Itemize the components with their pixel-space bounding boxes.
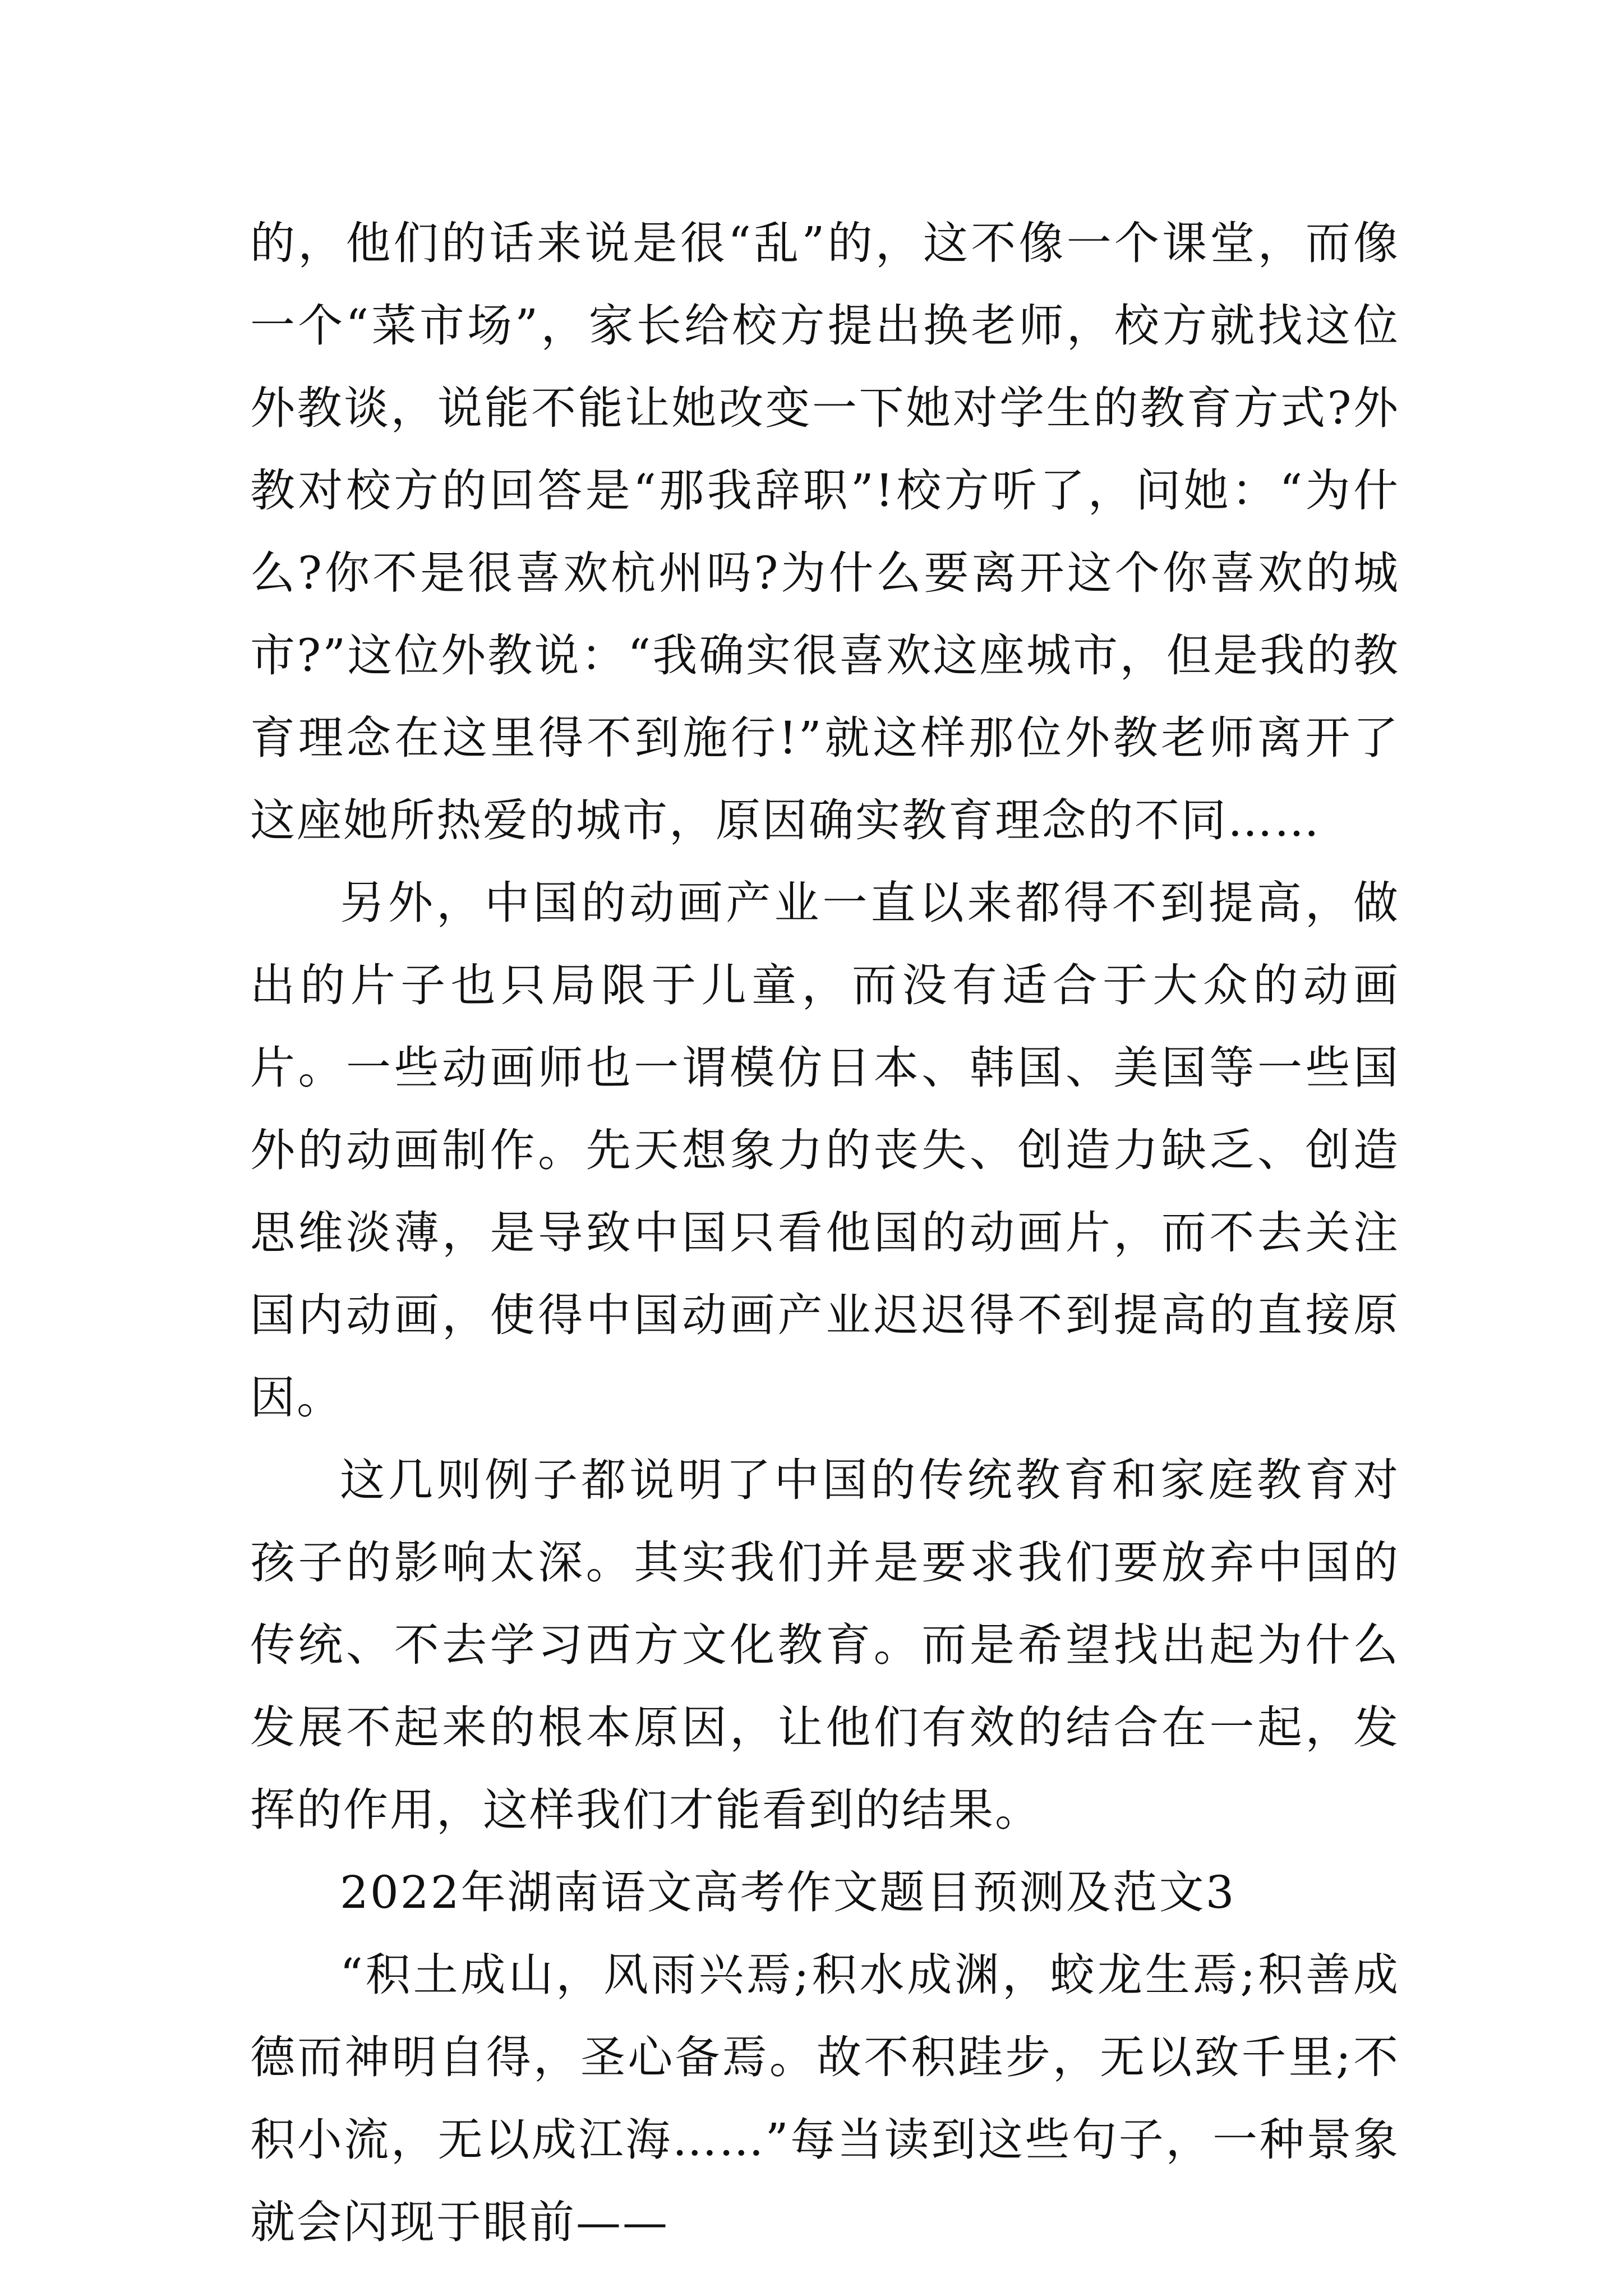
article-body xyxy=(250,202,1400,2263)
essay-heading: 2022年湖南语文高考作文题目预测及范文3 xyxy=(340,1866,1236,1918)
paragraph-quote: “积土成山，风雨兴焉;积水成渊，蛟龙生焉;积善成德而神明自得，圣心备焉。故不积跬步，无以致千里;不积小流，无以成江海……”每当读到这些句子，一种景象就会闪现于眼前—— xyxy=(250,1949,1400,2248)
paragraph-conclusion: 这几则例子都说明了中国的传统教育和家庭教育对孩子的影响太深。其实我们并是要求我们要放弃中国的传统、不去学习西方文化教育。而是希望找出起为什么发展不起来的根本原因，让他们有效的结合在一起，发挥的作用，这样我们才能看到的结果。 xyxy=(250,1454,1400,1836)
paragraph-animation-industry: 另外，中国的动画产业一直以来都得不到提高，做出的片子也只局限于儿童，而没有适合于大众的动画片。一些动画师也一谓模仿日本、韩国、美国等一些国外的动画制作。先天想象力的丧失、创造力缺乏、创造思维淡薄，是导致中国只看他国的动画片，而不去关注国内动画，使得中国动画产业迟迟得不到提高的直接原因。 xyxy=(250,877,1400,1424)
paragraph-continuation: 的，他们的话来说是很“乱”的，这不像一个课堂，而像一个“菜市场”，家长给校方提出换老师，校方就找这位外教谈，说能不能让她改变一下她对学生的教育方式?外教对校方的回答是“那我辞职”!校方听了，问她：“为什么?你不是很喜欢杭州吗?为什么要离开这个你喜欢的城市?”这位外教说：“我确实很喜欢这座城市，但是我的教育理念在这里得不到施行!”就这样那位外教老师离开了这座她所热爱的城市，原因确实教育理念的不同…… xyxy=(250,217,1400,846)
